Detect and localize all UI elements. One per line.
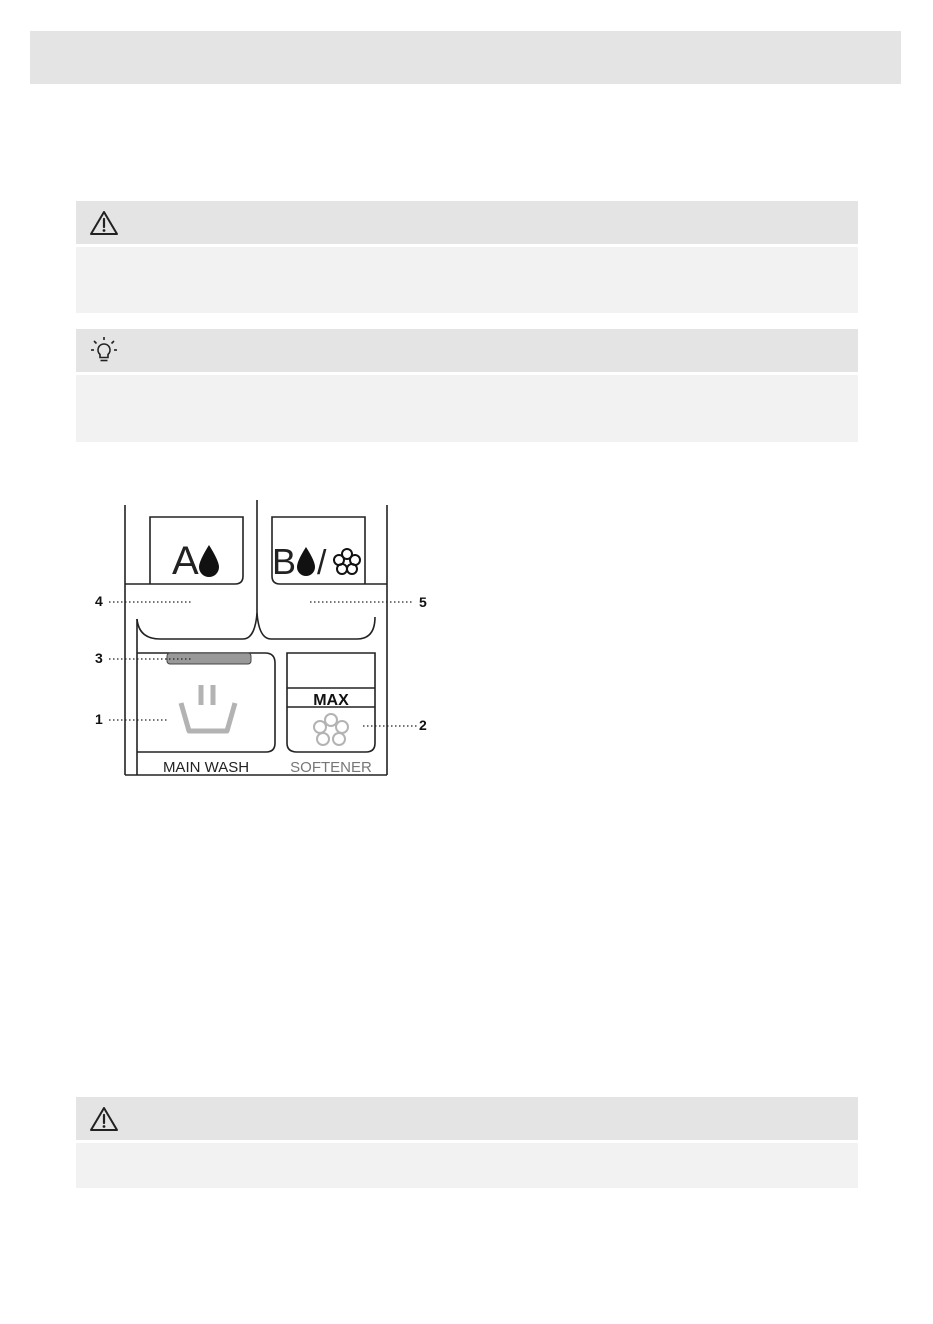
- callout-1: 1: [95, 711, 103, 727]
- drop-icon: [199, 545, 219, 577]
- warning-box-body: [76, 247, 858, 313]
- warning-box-header: [76, 201, 858, 244]
- softener-flower-icon: [334, 549, 360, 574]
- callout-3: 3: [95, 650, 103, 666]
- callout-2: 2: [419, 717, 427, 733]
- softener-label: SOFTENER: [290, 759, 372, 776]
- drop-icon: [297, 547, 315, 576]
- softener-flower-icon: [314, 714, 348, 745]
- callout-4: 4: [95, 593, 103, 609]
- tip-box-body: [76, 375, 858, 442]
- tip-box-header: [76, 329, 858, 372]
- warning-box-body: [76, 1143, 858, 1188]
- main-wash-bucket-icon: [181, 685, 235, 731]
- compartment-a-label: A: [172, 539, 199, 583]
- detergent-dispenser-diagram: [85, 495, 435, 785]
- warning-triangle-icon: [88, 209, 120, 242]
- max-label: MAX: [313, 692, 349, 709]
- page-header-bar: [30, 31, 901, 84]
- callout-5: 5: [419, 594, 427, 610]
- compartment-b-label: B: [272, 541, 297, 582]
- warning-box-header: [76, 1097, 858, 1140]
- warning-triangle-icon: [88, 1105, 120, 1138]
- main-wash-label: MAIN WASH: [162, 759, 250, 776]
- slash-label: /: [317, 544, 327, 582]
- lightbulb-icon: [90, 336, 118, 371]
